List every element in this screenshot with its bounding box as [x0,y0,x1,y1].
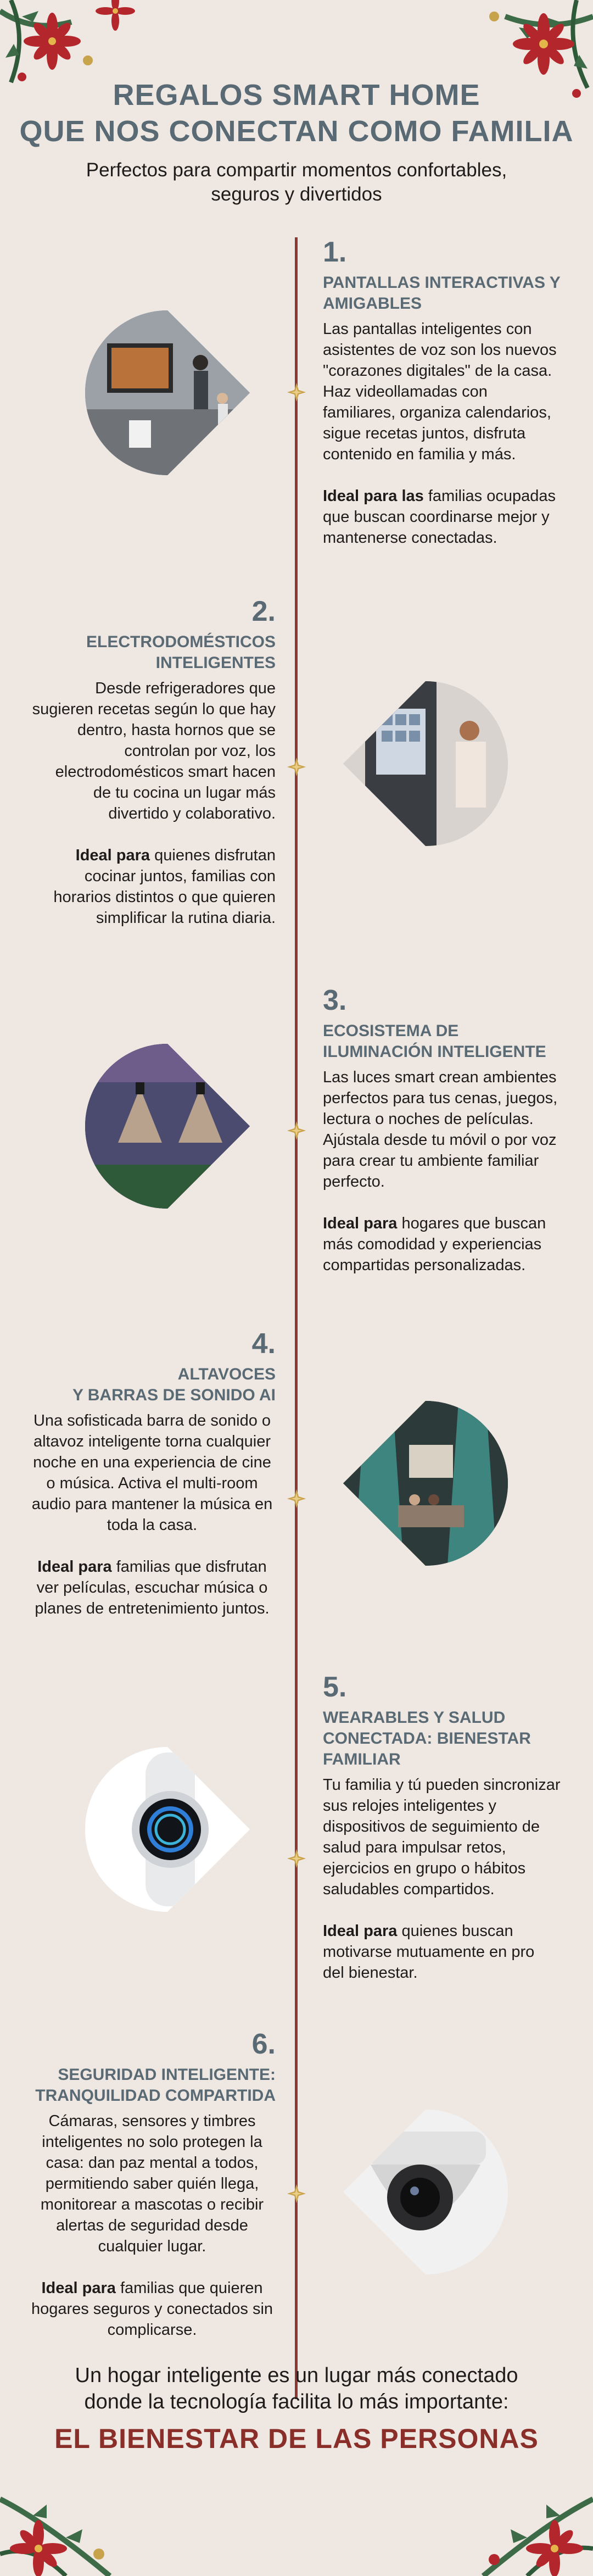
ideal-line: familias que disfrutan [111,1558,267,1576]
heading-line: WEARABLES Y SALUD [323,1709,506,1727]
body-line: salud para impulsar retos, [323,1839,506,1856]
body-line: contenido en familia y más. [323,446,516,463]
ideal-line: cocinar juntos, familias con [84,867,276,885]
body-line: perfectos para tus cenas, juegos, [323,1089,558,1107]
section-body [29,2111,276,2257]
ideal-line: simplificar la rutina diaria. [96,909,276,927]
body-line: monitorear a mascotas o recibir [40,2196,264,2213]
page-subtitle [0,158,593,207]
ideal-label: Ideal para [37,1558,112,1576]
body-line: casa: dan paz mental a todos, [46,2154,259,2172]
section-heading [29,1364,276,1406]
ideal-for [323,1213,564,1276]
section-body [323,1067,564,1192]
ideal-line: hogares seguros y conectados sin [31,2300,273,2318]
heading-line: ECOSISTEMA DE [323,1022,459,1040]
subtitle-line-2: seguros y divertidos [211,183,382,205]
star-ornament-icon [287,1121,306,1140]
section-number: 5. [323,1671,347,1703]
body-line: Una sofisticada barra de sonido o [33,1412,271,1429]
section-heading [323,272,564,314]
ideal-line: mantenerse conectadas. [323,529,497,547]
body-line: Las luces smart crean ambientes [323,1069,557,1086]
body-line: altavoz inteligente torna cualquier [33,1433,271,1450]
body-line: cualquier lugar. [98,2238,206,2255]
body-line: Cámaras, sensores y timbres [48,2112,256,2130]
section-body [29,678,276,824]
ideal-for [323,486,564,548]
body-line: saludables compartidos. [323,1880,495,1898]
section-heading [29,2065,276,2106]
heading-line: Y BARRAS DE SONIDO AI [72,1386,276,1404]
closing-headline: EL BIENESTAR DE LAS PERSONAS [54,2423,539,2454]
holiday-decoration-bottom-left [0,2455,143,2576]
body-line: Ajústala desde tu móvil o por voz [323,1131,557,1149]
ideal-label: Ideal para [323,1215,398,1232]
ideal-line: quienes disfrutan [150,847,276,864]
ideal-for [29,845,276,928]
section-heading [323,1707,564,1770]
ideal-line: del bienestar. [323,1964,418,1982]
body-line: familiares, organiza calendarios, [323,404,551,421]
body-line: Desde refrigeradores que [95,680,276,697]
section-5 [323,1670,564,1983]
ideal-label: Ideal para las [323,487,424,505]
body-line: asistentes de voz son los nuevos [323,341,557,359]
section-2 [29,594,276,928]
heading-line: ELECTRODOMÉSTICOS [86,633,276,651]
ideal-line: motivarse mutuamente en pro [323,1943,535,1961]
body-line: Haz videollamadas con [323,383,488,400]
body-line: toda la casa. [107,1516,198,1534]
section-number: 4. [251,1328,276,1360]
section-4 [29,1327,276,1619]
security-camera-photo [332,2110,497,2274]
body-line: sus relojes inteligentes y [323,1797,496,1815]
heading-line: SEGURIDAD INTELIGENTE: [58,2066,276,2084]
body-line: de tu cocina un lugar más [93,784,276,802]
section-number: 1. [323,236,347,268]
body-line: para crear tu ambiente familiar [323,1152,539,1170]
section-number: 3. [323,984,347,1016]
star-ornament-icon [287,1489,306,1509]
body-line: o música. Activa el multi-room [46,1475,258,1492]
heading-line: AMIGABLES [323,294,422,313]
body-line: dispositivos de seguimiento de [323,1818,540,1835]
closing-text [0,2362,593,2415]
section-6 [29,2027,276,2340]
smartwatch-photo [85,1747,250,1912]
closing-line-1: Un hogar inteligente es un lugar más conectado [75,2364,518,2387]
body-line: sugieren recetas según lo que hay [32,700,276,718]
ideal-for [323,1921,564,1983]
section-heading [323,1021,564,1062]
section-number: 2. [251,596,276,627]
heading-line: FAMILIAR [323,1750,401,1768]
soundbar-photo [332,1401,497,1566]
heading-line: ALTAVOCES [177,1365,276,1383]
heading-line: TRANQUILIDAD COMPARTIDA [35,2087,276,2105]
heading-line: CONECTADA: BIENESTAR [323,1729,531,1748]
body-line: sigue recetas juntos, disfruta [323,425,526,442]
section-body [29,1410,276,1535]
body-line: lectura o noches de películas. [323,1110,534,1128]
ideal-for [29,2278,276,2340]
body-line: divertido y colaborativo. [108,805,276,822]
body-line: ejercicios en grupo o hábitos [323,1860,526,1877]
body-line: noche en una experiencia de cine [33,1454,271,1471]
star-ornament-icon [287,2184,306,2204]
star-ornament-icon [287,382,306,402]
page-title [0,77,593,149]
section-body [323,1774,564,1900]
body-line: permitiendo saber quién llega, [45,2175,259,2193]
holiday-decoration-bottom-right [450,2455,593,2576]
heading-line: INTELIGENTES [155,654,276,672]
body-line: Tu familia y tú pueden sincronizar [323,1776,561,1794]
title-line-2: QUE NOS CONECTAN COMO FAMILIA [19,115,574,148]
subtitle-line-1: Perfectos para compartir momentos confortables, [86,159,507,181]
ideal-for [29,1556,276,1619]
ideal-line: complicarse. [107,2321,197,2339]
closing-line-2: donde la tecnología facilita lo más importante: [84,2390,509,2413]
body-line: Las pantallas inteligentes con [323,320,532,338]
ideal-label: Ideal para [41,2279,116,2297]
heading-line: ILUMINACIÓN INTELIGENTE [323,1043,546,1061]
star-ornament-icon [287,1849,306,1868]
smart-display-photo [85,310,250,475]
section-1 [323,235,564,548]
section-number: 6. [251,2028,276,2060]
section-body [323,319,564,465]
body-line: perfecto. [323,1173,385,1190]
body-line: controlan por voz, los [124,742,276,760]
body-line: dentro, hasta hornos que se [77,721,276,739]
ideal-line: planes de entretenimiento juntos. [35,1600,270,1617]
body-line: electrodomésticos smart hacen [55,763,276,781]
section-3 [323,983,564,1276]
body-line: inteligentes no solo protegen la [42,2133,262,2151]
ideal-line: que buscan coordinarse mejor y [323,508,550,526]
ideal-label: Ideal para [75,847,150,864]
smart-fridge-photo [332,681,497,846]
ideal-line: más comodidad y experiencias [323,1236,542,1253]
ideal-line: familias que quieren [115,2279,263,2297]
ideal-line: hogares que buscan [397,1215,546,1232]
title-line-1: REGALOS SMART HOME [113,79,480,112]
section-heading [29,632,276,674]
heading-line: PANTALLAS INTERACTIVAS Y [323,274,561,292]
timeline-line [295,237,298,2399]
body-line: alertas de seguridad desde [56,2217,248,2234]
body-line: "corazones digitales" de la casa. [323,362,552,380]
ideal-line: quienes buscan [397,1922,513,1940]
smart-lighting-photo [85,1044,250,1209]
ideal-line: ver películas, escuchar música o [36,1579,268,1596]
ideal-line: compartidas personalizadas. [323,1256,526,1274]
body-line: audio para mantener la música en [31,1495,273,1513]
ideal-label: Ideal para [323,1922,398,1940]
star-ornament-icon [287,757,306,777]
ideal-line: familias ocupadas [423,487,556,505]
ideal-line: horarios distintos o que quieren [53,888,276,906]
